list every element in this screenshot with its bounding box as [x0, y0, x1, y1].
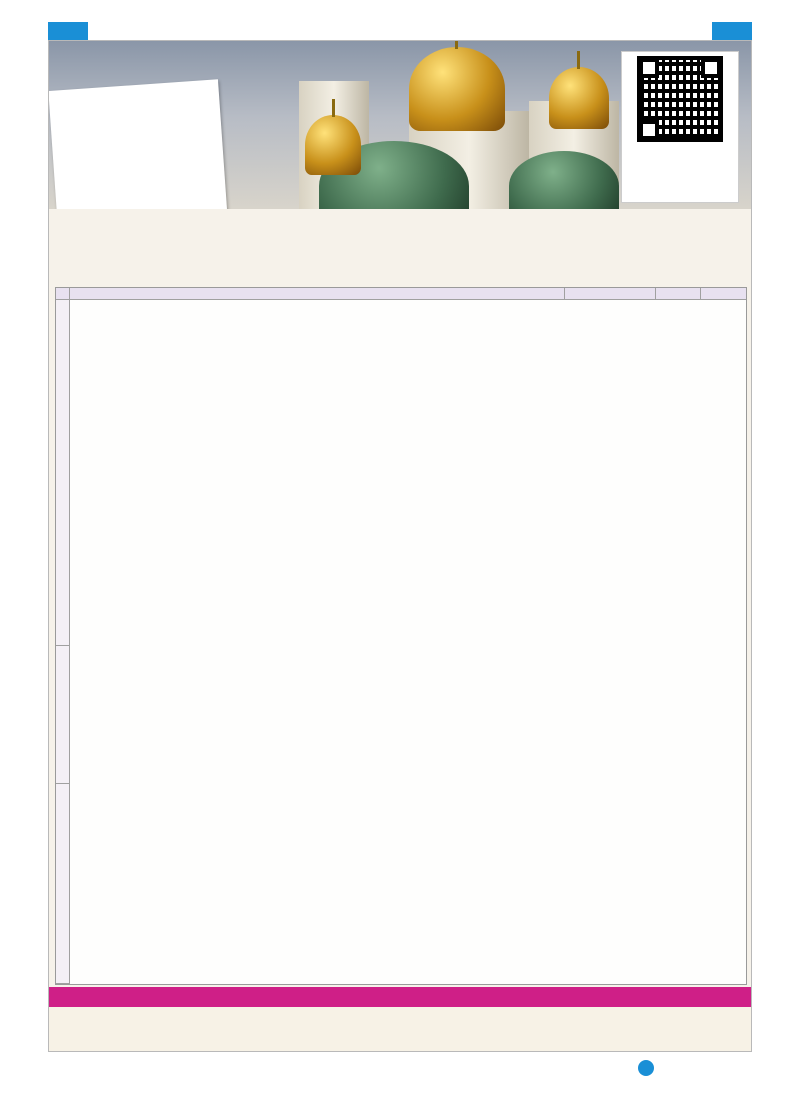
ad-label-right — [712, 22, 752, 42]
hero-banner — [49, 41, 752, 209]
table-header — [56, 288, 746, 300]
cps-qr-panel — [621, 51, 739, 203]
cross-icon — [455, 41, 458, 49]
page-footer — [0, 1056, 800, 1086]
cross-icon — [332, 99, 335, 117]
brand-icon — [638, 1060, 654, 1076]
ad-frame — [48, 40, 752, 1052]
gold-dome — [549, 67, 609, 129]
ad-label-left — [48, 22, 88, 42]
header-direct — [701, 288, 746, 299]
header-date — [565, 288, 657, 299]
tour-table — [55, 287, 747, 985]
brand-logo-card — [49, 79, 228, 209]
gold-dome — [409, 47, 505, 131]
cross-icon — [577, 51, 580, 69]
group-label — [56, 646, 70, 784]
header-route — [70, 288, 565, 299]
gold-dome — [305, 115, 361, 175]
qr-code-icon[interactable] — [637, 56, 723, 142]
header-peer — [656, 288, 701, 299]
group-label — [56, 784, 70, 984]
group-label — [56, 300, 70, 646]
page-title — [49, 211, 752, 239]
contact-block — [49, 1007, 752, 1052]
